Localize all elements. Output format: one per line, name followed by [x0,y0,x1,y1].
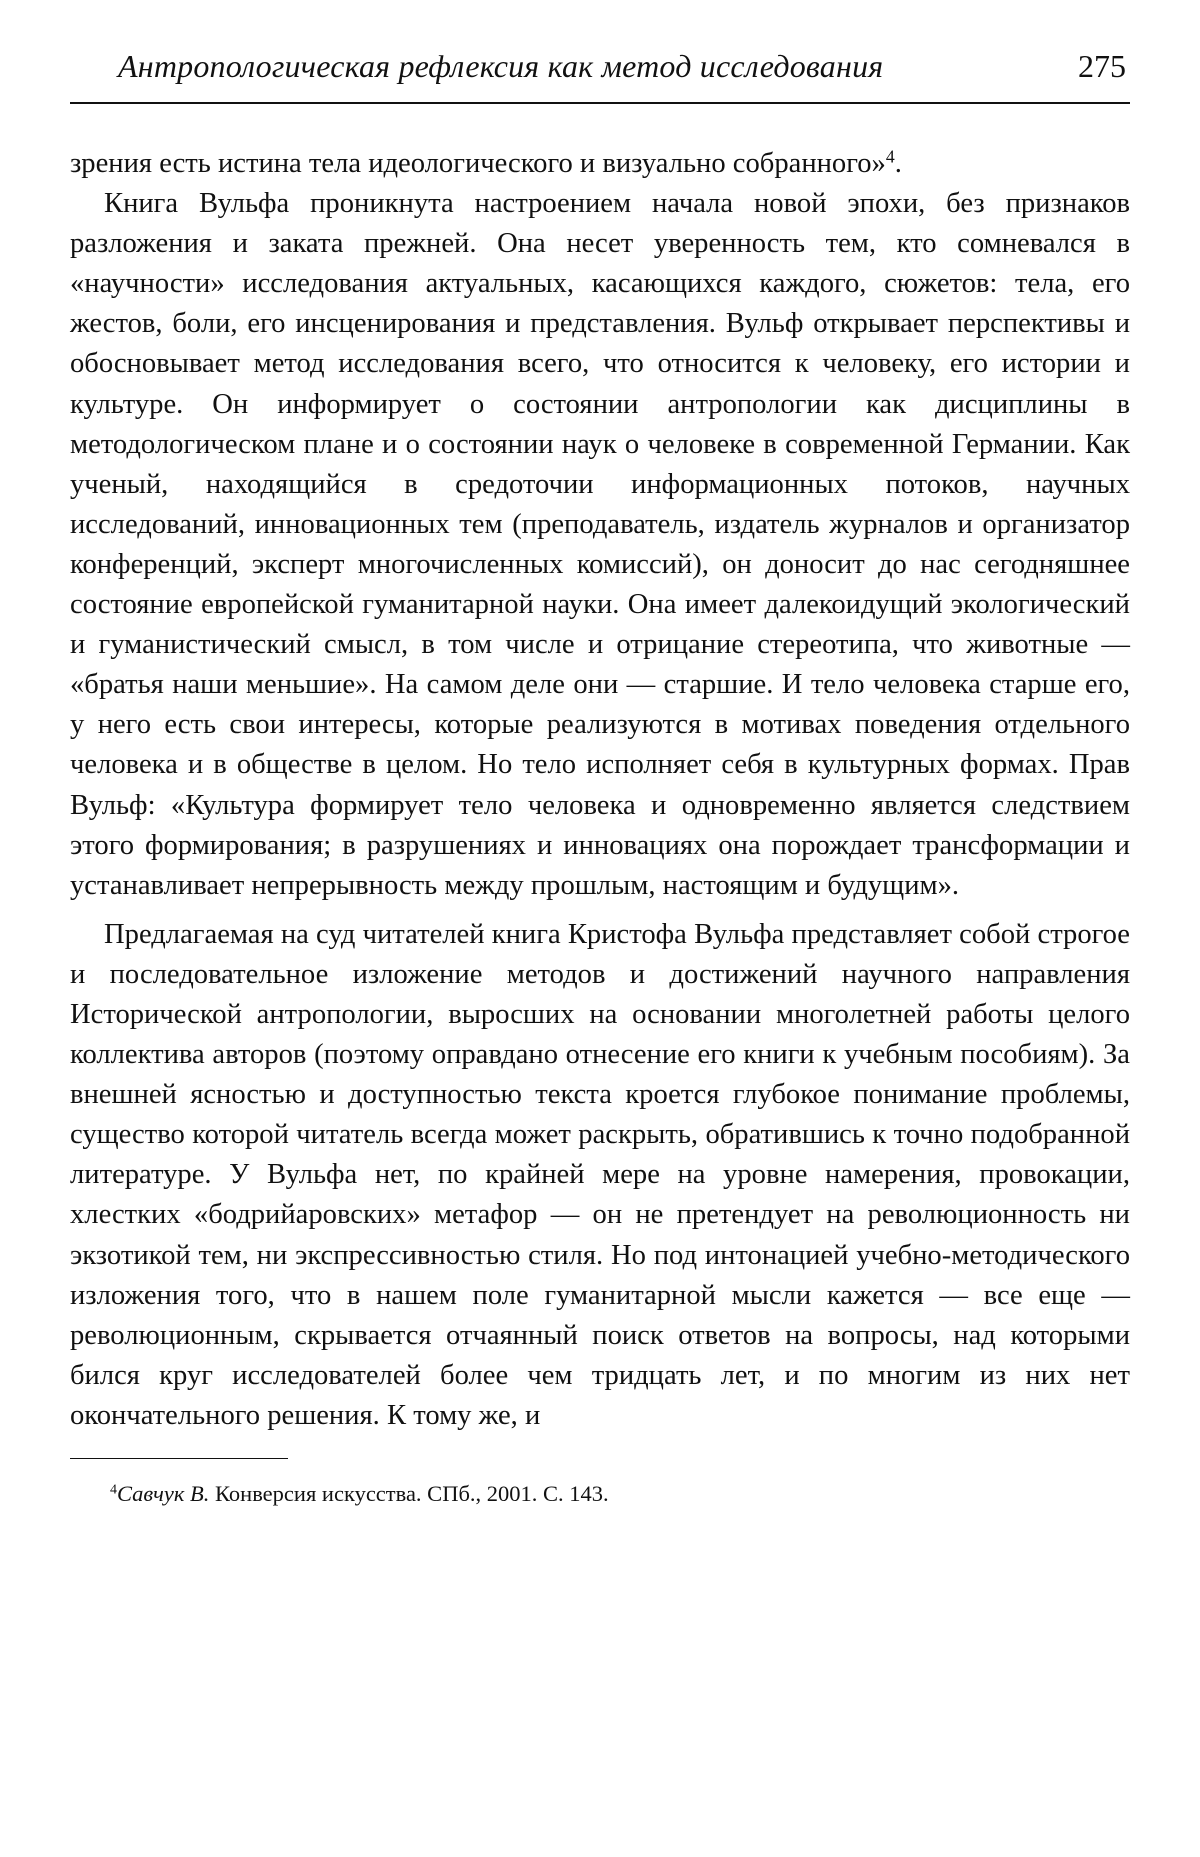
footnote-reference: 4 [885,146,895,167]
running-title: Антропологическая рефлексия как метод исследования [118,48,884,84]
page-number: 275 [1078,48,1126,84]
paragraph-continuation-text: зрения есть истина тела идеологического и визуально собранного» [70,148,886,179]
paragraph-continuation-tail: . [894,148,902,179]
footnote-marker: 4 [110,1482,117,1498]
footnote-text: Конверсия искусства. СПб., 2001. С. 143. [209,1481,609,1506]
paragraph-2: Предлагаемая на суд читателей книга Кристофа Вульфа представляет собой строгое и последовательное изложение методов и достижений научного направления Исторической антропологии, выросших на основании многолетней работы целого коллектива авторов (поэтому оправдано отнесение его книги к учебным пособиям). За внешней ясностью и доступностью текста кроется глубокое понимание проблемы, существо которой читатель всегда может раскрыть, обратившись к точно подобранной литературе. У Вульфа нет, по крайней мере на уровне намерения, провокации, хлестких «бодрийаровских» метафор — он не претендует на революционность ни экзотикой тем, ни экспрессивностью стиля. Но под интонацией учебно-методического изложения того, что в нашем поле гуманитарной мысли кажется — все еще — революционным, скрывается отчаянный поиск ответов на вопросы, над которыми бился круг исследователей более чем тридцать лет, и по многим из них нет окончательного решения. К тому же, и [70,918,1130,1431]
paragraph-1: Книга Вульфа проникнута настроением начала новой эпохи, без признаков разложения и заката прежней. Она несет уверенность тем, кто сомневался в «научности» исследования актуальных, касающихся каждого, сюжетов: тела, его жестов, боли, его инсценирования и представления. Вульф открывает перспективы и обосновывает метод исследования всего, что относится к человеку, его истории и культуре. Он информирует о состоянии антропологии как дисциплины в методологическом плане и о состоянии наук о человеке в современной Германии. Как ученый, находящийся в средоточии информационных потоков, научных исследований, инновационных тем (преподаватель, издатель журналов и организатор конференций, эксперт многочисленных комиссий), он доносит до нас сегодняшнее состояние европейской гуманитарной науки. Она имеет далекоидущий экологический и гуманистический смысл, в том числе и отрицание стереотипа, что животные — «братья наши меньшие». На самом деле они — старшие. И тело человека старше его, у него есть свои интересы, которые реализуются в мотивах поведения отдельного человека и в обществе в целом. Но тело исполняет себя в культурных формах. Прав Вульф: «Культура формирует тело человека и одновременно является следствием этого формирования; в разрушениях и инновациях она порождает трансформации и устанавливает непрерывность между прошлым, настоящим и будущим». [70,188,1130,901]
paragraph-continuation [70,144,1130,184]
book-page [70,40,1130,1830]
footnote-divider [70,1458,288,1459]
footnote-author: Савчук В. [116,1481,210,1506]
body-text [70,144,1130,1436]
running-header [70,40,1130,104]
footnote [70,1479,1130,1509]
